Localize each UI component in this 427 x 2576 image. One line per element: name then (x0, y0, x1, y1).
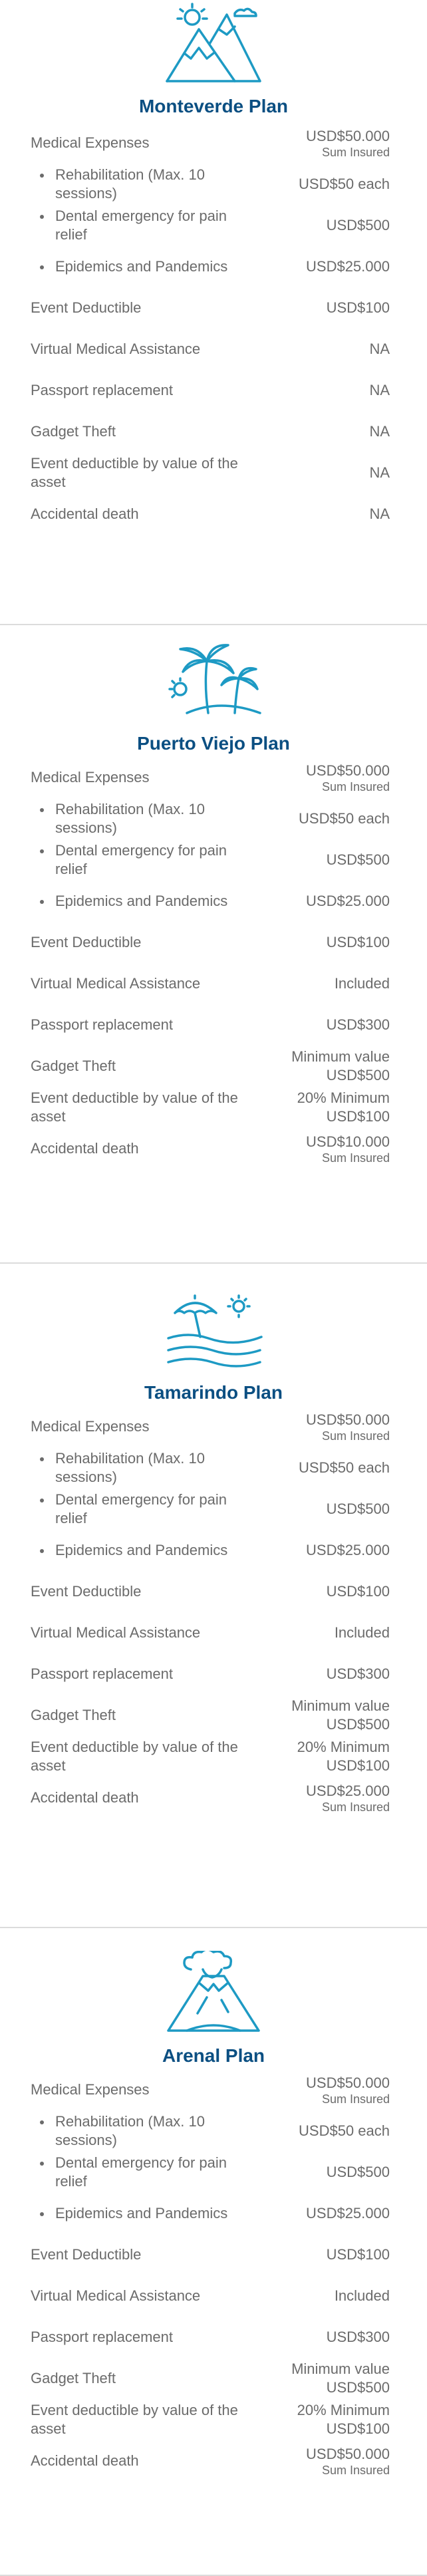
plan-title: Arenal Plan (162, 2045, 265, 2066)
coverage-value (306, 1411, 390, 1443)
coverage-value: USD$300 (326, 1665, 390, 1682)
coverage-value: USD$50 each (299, 1459, 390, 1476)
coverage-label: Epidemics and Pandemics (31, 1541, 255, 1560)
coverage-row-medical-expenses (31, 1406, 390, 1447)
coverage-row-accidental-death (31, 1128, 390, 1169)
coverage-row-epidemics (31, 2193, 390, 2234)
sum-insured-note: Sum Insured (321, 1800, 390, 1814)
coverage-value: USD$500 (326, 217, 390, 233)
coverage-amount: USD$50.000 (306, 2075, 390, 2091)
coverage-value: USD$100 (326, 2246, 390, 2263)
coverage-label: Passport replacement (31, 1665, 173, 1682)
coverage-row-event-deductible (31, 2234, 390, 2275)
plan-card-arenal (0, 1951, 427, 2576)
coverage-amount: USD$10.000 (306, 1133, 390, 1150)
coverage-row-dental (31, 205, 390, 246)
coverage-label: Gadget Theft (31, 2370, 116, 2386)
volcano-icon (160, 1951, 267, 2036)
coverage-label: Epidemics and Pandemics (31, 892, 255, 911)
coverage-label: Virtual Medical Assistance (31, 975, 201, 992)
coverage-amount-line2: USD$100 (326, 1757, 390, 1774)
coverage-value: NA (369, 505, 390, 522)
coverage-amount: Minimum value (291, 1048, 390, 1065)
coverage-row-accidental-death (31, 494, 390, 535)
coverage-row-virtual-assistance (31, 963, 390, 1004)
coverage-label: Passport replacement (31, 2329, 173, 2345)
coverage-label: Accidental death (31, 2452, 139, 2469)
coverage-row-dental (31, 839, 390, 881)
coverage-label: Accidental death (31, 1140, 139, 1157)
coverage-value (306, 127, 390, 159)
coverage-label: Passport replacement (31, 382, 173, 398)
coverage-row-passport (31, 1653, 390, 1695)
sum-insured-note: Sum Insured (321, 2092, 390, 2106)
coverage-amount: USD$50.000 (306, 2446, 390, 2462)
coverage-label: Rehabilitation (Max. 10 sessions) (31, 800, 255, 837)
coverage-label: Event Deductible (31, 2246, 142, 2263)
coverage-value (297, 1089, 390, 1126)
sum-insured-note: Sum Insured (321, 146, 390, 159)
coverage-value (291, 1048, 390, 1085)
coverage-row-passport (31, 1004, 390, 1046)
coverage-label: Accidental death (31, 505, 139, 522)
coverage-value: NA (369, 423, 390, 440)
coverage-amount: 20% Minimum (297, 1089, 390, 1106)
coverage-row-epidemics (31, 1530, 390, 1571)
coverage-row-dental (31, 2152, 390, 2193)
coverage-value: Included (334, 975, 390, 992)
coverage-value: USD$500 (326, 851, 390, 868)
coverage-row-accidental-death (31, 2440, 390, 2482)
coverage-row-asset-deductible (31, 452, 390, 494)
coverage-value: USD$500 (326, 1501, 390, 1517)
coverage-label: Medical Expenses (31, 2081, 150, 2098)
coverage-value: USD$100 (326, 299, 390, 316)
coverage-list (0, 1406, 427, 1818)
coverage-row-asset-deductible (31, 2399, 390, 2440)
coverage-row-rehabilitation (31, 798, 390, 839)
coverage-value: USD$100 (326, 1583, 390, 1600)
coverage-value: NA (369, 341, 390, 357)
coverage-amount: 20% Minimum (297, 2402, 390, 2418)
coverage-label: Event Deductible (31, 299, 142, 316)
coverage-row-virtual-assistance (31, 2275, 390, 2317)
coverage-label: Dental emergency for pain relief (31, 1491, 255, 1528)
plan-title: Tamarindo Plan (144, 1382, 283, 1403)
coverage-amount: Minimum value (291, 2361, 390, 2377)
coverage-label: Event Deductible (31, 1583, 142, 1600)
sum-insured-note: Sum Insured (321, 1151, 390, 1165)
coverage-value: Included (334, 1624, 390, 1641)
coverage-label: Rehabilitation (Max. 10 sessions) (31, 166, 255, 203)
coverage-label: Medical Expenses (31, 769, 150, 786)
coverage-amount: Minimum value (291, 1697, 390, 1714)
coverage-value (306, 2445, 390, 2477)
coverage-label: Gadget Theft (31, 423, 116, 440)
coverage-value: USD$25.000 (306, 1542, 390, 1558)
coverage-value: USD$25.000 (306, 893, 390, 909)
coverage-amount: 20% Minimum (297, 1739, 390, 1755)
coverage-amount-line2: USD$500 (326, 1067, 390, 1083)
coverage-label: Virtual Medical Assistance (31, 341, 201, 357)
coverage-label: Gadget Theft (31, 1058, 116, 1074)
coverage-row-passport (31, 370, 390, 411)
coverage-row-accidental-death (31, 1777, 390, 1818)
coverage-value (291, 1697, 390, 1734)
coverage-row-passport (31, 2317, 390, 2358)
coverage-row-rehabilitation (31, 2110, 390, 2152)
coverage-label: Event deductible by value of the asset (31, 455, 238, 490)
coverage-value: USD$25.000 (306, 258, 390, 275)
sum-insured-note: Sum Insured (321, 1429, 390, 1443)
coverage-label: Epidemics and Pandemics (31, 257, 255, 276)
coverage-value (297, 1738, 390, 1775)
coverage-value (306, 762, 390, 793)
coverage-list (0, 122, 427, 535)
coverage-value (306, 1133, 390, 1165)
coverage-value: Included (334, 2287, 390, 2304)
coverage-label: Rehabilitation (Max. 10 sessions) (31, 2112, 255, 2150)
coverage-value: USD$25.000 (306, 2205, 390, 2221)
coverage-value (306, 2074, 390, 2106)
coverage-amount: USD$25.000 (306, 1783, 390, 1799)
coverage-amount-line2: USD$100 (326, 2420, 390, 2437)
coverage-label: Medical Expenses (31, 134, 150, 151)
coverage-row-gadget-theft (31, 1695, 390, 1736)
plan-card-puerto-viejo (0, 639, 427, 1264)
plan-title: Puerto Viejo Plan (137, 733, 290, 754)
sum-insured-note: Sum Insured (321, 2464, 390, 2477)
coverage-row-gadget-theft (31, 411, 390, 452)
coverage-label: Gadget Theft (31, 1707, 116, 1723)
coverage-value: USD$500 (326, 2164, 390, 2180)
coverage-amount: USD$50.000 (306, 1411, 390, 1428)
coverage-value: NA (369, 382, 390, 398)
coverage-amount-line2: USD$100 (326, 1108, 390, 1125)
coverage-label: Event Deductible (31, 934, 142, 950)
coverage-label: Event deductible by value of the asset (31, 1739, 238, 1774)
coverage-row-rehabilitation (31, 1447, 390, 1489)
palm-tree-island-icon (160, 639, 267, 724)
coverage-row-event-deductible (31, 1571, 390, 1612)
coverage-label: Virtual Medical Assistance (31, 2287, 201, 2304)
coverage-value: USD$300 (326, 1016, 390, 1033)
coverage-label: Event deductible by value of the asset (31, 2402, 238, 2437)
coverage-row-event-deductible (31, 287, 390, 329)
coverage-amount: USD$50.000 (306, 128, 390, 144)
coverage-row-epidemics (31, 881, 390, 922)
coverage-value: USD$50 each (299, 176, 390, 192)
coverage-row-event-deductible (31, 922, 390, 963)
coverage-list (0, 2069, 427, 2482)
coverage-amount-line2: USD$500 (326, 2379, 390, 2396)
coverage-row-gadget-theft (31, 2358, 390, 2399)
coverage-list (0, 757, 427, 1169)
plan-card-tamarindo (0, 1293, 427, 1928)
coverage-label: Epidemics and Pandemics (31, 2204, 255, 2223)
sum-insured-note: Sum Insured (321, 780, 390, 793)
coverage-value: NA (369, 464, 390, 481)
plan-card-monteverde (0, 0, 427, 625)
coverage-value: USD$300 (326, 2329, 390, 2345)
coverage-row-epidemics (31, 246, 390, 287)
plan-title: Monteverde Plan (138, 96, 289, 116)
coverage-row-virtual-assistance (31, 329, 390, 370)
coverage-value (291, 2360, 390, 2397)
coverage-label: Dental emergency for pain relief (31, 2154, 255, 2191)
coverage-row-rehabilitation (31, 164, 390, 205)
coverage-label: Dental emergency for pain relief (31, 207, 255, 244)
coverage-row-medical-expenses (31, 122, 390, 164)
coverage-label: Virtual Medical Assistance (31, 1624, 201, 1641)
coverage-label: Rehabilitation (Max. 10 sessions) (31, 1449, 255, 1487)
coverage-amount-line2: USD$500 (326, 1716, 390, 1733)
coverage-label: Event deductible by value of the asset (31, 1089, 238, 1125)
coverage-row-gadget-theft (31, 1046, 390, 1087)
coverage-label: Accidental death (31, 1789, 139, 1806)
coverage-row-medical-expenses (31, 757, 390, 798)
coverage-label: Passport replacement (31, 1016, 173, 1033)
coverage-row-asset-deductible (31, 1087, 390, 1128)
coverage-value: USD$100 (326, 934, 390, 950)
coverage-row-medical-expenses (31, 2069, 390, 2110)
coverage-row-asset-deductible (31, 1736, 390, 1777)
mountains-sun-icon (160, 0, 267, 86)
coverage-amount: USD$50.000 (306, 762, 390, 779)
coverage-value (297, 2401, 390, 2438)
coverage-value: USD$50 each (299, 810, 390, 827)
coverage-label: Dental emergency for pain relief (31, 841, 255, 879)
coverage-value (306, 1782, 390, 1814)
beach-umbrella-icon (160, 1293, 267, 1373)
coverage-value: USD$50 each (299, 2122, 390, 2139)
coverage-row-virtual-assistance (31, 1612, 390, 1653)
coverage-row-dental (31, 1489, 390, 1530)
coverage-label: Medical Expenses (31, 1418, 150, 1435)
